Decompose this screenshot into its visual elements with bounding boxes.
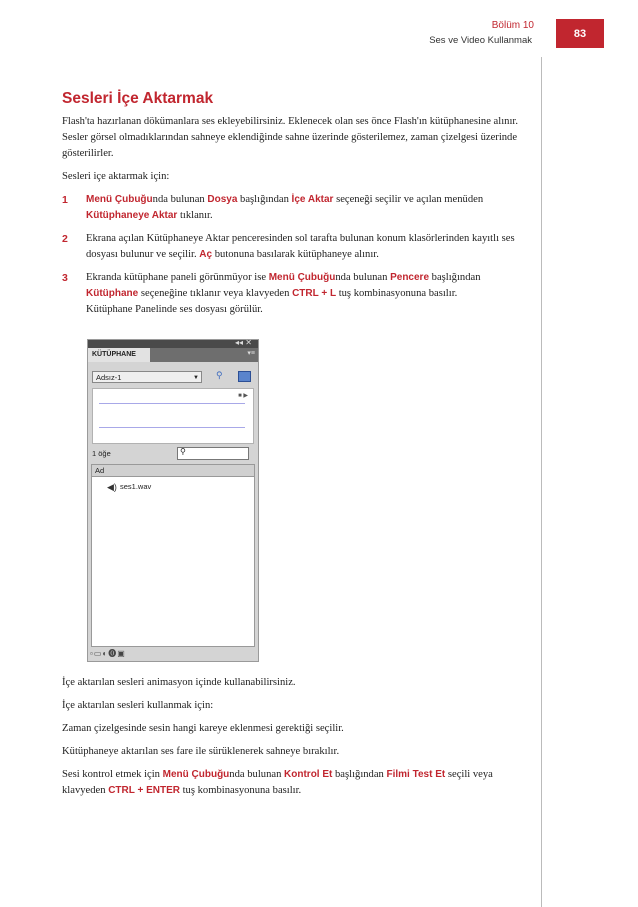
keyword: Menü Çubuğu xyxy=(268,272,336,283)
keyword: Filmi Test Et xyxy=(386,769,446,780)
section-title: Sesleri İçe Aktarmak xyxy=(62,90,214,107)
collapse-icon[interactable]: ◂◂ ✕ xyxy=(235,338,252,347)
margin-rule xyxy=(541,57,542,907)
document-select-value: Adsız-1 xyxy=(96,373,122,382)
panel-menu-icon[interactable]: ▾≡ xyxy=(247,350,255,357)
text: tuş kombinasyonuna basılır. xyxy=(179,785,302,796)
keyword: Kütüphaneye Aktar xyxy=(86,210,178,221)
keyword: Kütüphane xyxy=(86,288,139,299)
keyword: Pencere xyxy=(390,272,430,283)
step-number: 2 xyxy=(62,233,68,245)
waveform-top xyxy=(99,403,245,404)
step-number: 1 xyxy=(62,194,68,206)
keyword: Menü Çubuğu xyxy=(162,769,230,780)
step-text: nda bulunan xyxy=(335,272,391,283)
keyword: Dosya xyxy=(207,194,238,205)
panel-toolbar xyxy=(92,370,254,386)
paragraph: Kütüphaneye aktarılan ses fare ile sürüklenerek sahneye bırakılır. xyxy=(62,746,340,757)
steps-list xyxy=(62,192,532,318)
main-content xyxy=(62,90,532,325)
step-text: Kütüphane Panelinde ses dosyası görülür. xyxy=(86,304,263,315)
list-item[interactable] xyxy=(92,480,254,494)
paragraph: Zaman çizelgesinde sesin hangi kareye eklenmesi gerektiği seçilir. xyxy=(62,723,344,734)
pin-icon[interactable]: ⚲ xyxy=(216,370,223,380)
intro-paragraph: Flash'ta hazırlanan dökümanlara ses ekleyebilirsiniz. Eklenecek olan ses önce Flash'ın kütüphanesine alınır. Sesler görsel olmadıklarından sahneye eklendiğinde sahne üzerinde gösterilemez, zaman çizelgesi üzerinde gösterilirler. xyxy=(62,116,518,159)
page-number: 83 xyxy=(556,19,604,48)
count-row xyxy=(92,447,254,461)
keyword: CTRL + L xyxy=(292,288,337,299)
chapter-subtitle: Ses ve Video Kullanmak xyxy=(429,35,532,46)
step-text: nda bulunan xyxy=(152,194,208,205)
keyword: CTRL + ENTER xyxy=(108,785,180,796)
item-count: 1 öğe xyxy=(92,449,111,458)
column-header-name[interactable]: Ad xyxy=(92,465,254,477)
keyword: Aç xyxy=(199,249,213,260)
steps-lead: Sesleri içe aktarmak için: xyxy=(62,171,170,182)
panel-footer-icons[interactable]: ▫▭◐⓿▣ xyxy=(90,649,126,658)
new-library-icon[interactable] xyxy=(238,371,251,382)
chevron-down-icon: ▼ xyxy=(193,375,199,381)
final-paragraph xyxy=(62,767,532,799)
text: başlığından xyxy=(332,769,387,780)
library-list xyxy=(91,464,255,647)
step-text: tıklanır. xyxy=(177,210,213,221)
paragraph: İçe aktarılan sesleri animasyon içinde kullanabilirsiniz. xyxy=(62,677,296,688)
step-text: Ekranda kütüphane paneli görünmüyor ise xyxy=(86,272,269,283)
sound-icon: ◀) xyxy=(107,482,117,492)
step-3 xyxy=(62,270,532,318)
item-name: ses1.wav xyxy=(120,482,152,491)
step-text: butonuna basılarak kütüphaneye alınır. xyxy=(212,249,379,260)
step-text: seçeneği seçilir ve açılan menüden xyxy=(333,194,484,205)
text: seçili veya klavyeden xyxy=(62,769,493,796)
play-stop-icon[interactable]: ■ ▶ xyxy=(238,393,248,399)
text: nda bulunan xyxy=(229,769,285,780)
step-text: Ekrana açılan Kütüphaneye Aktar penceresinden sol tarafta bulunan konum klasörlerinden kayıtlı ses dosyası bulunur ve seçilir. xyxy=(86,233,515,260)
step-1 xyxy=(62,192,532,224)
step-number: 3 xyxy=(62,272,68,284)
keyword: Menü Çubuğu xyxy=(86,194,153,205)
panel-titlebar xyxy=(88,340,258,348)
library-panel xyxy=(87,339,259,662)
step-text: başlığından xyxy=(429,272,481,283)
step-text: başlığından xyxy=(237,194,292,205)
search-icon: ⚲ xyxy=(180,447,186,456)
paragraph: İçe aktarılan sesleri kullanmak için: xyxy=(62,700,214,711)
step-2 xyxy=(62,231,532,263)
keyword: İçe Aktar xyxy=(291,194,334,205)
keyword: Kontrol Et xyxy=(284,769,333,780)
after-content xyxy=(62,675,532,806)
chapter-label: Bölüm 10 xyxy=(491,20,534,31)
search-input[interactable] xyxy=(177,447,249,460)
preview-area xyxy=(92,388,254,444)
step-text: seçeneğine tıklanır veya klavyeden xyxy=(138,288,293,299)
text: Sesi kontrol etmek için xyxy=(62,769,163,780)
waveform-bottom xyxy=(99,427,245,428)
panel-tabbar xyxy=(88,348,258,362)
step-text: tuş kombinasyonuna basılır. xyxy=(336,288,458,299)
document-select[interactable] xyxy=(92,371,202,383)
tab-library[interactable]: KÜTÜPHANE xyxy=(88,348,150,362)
